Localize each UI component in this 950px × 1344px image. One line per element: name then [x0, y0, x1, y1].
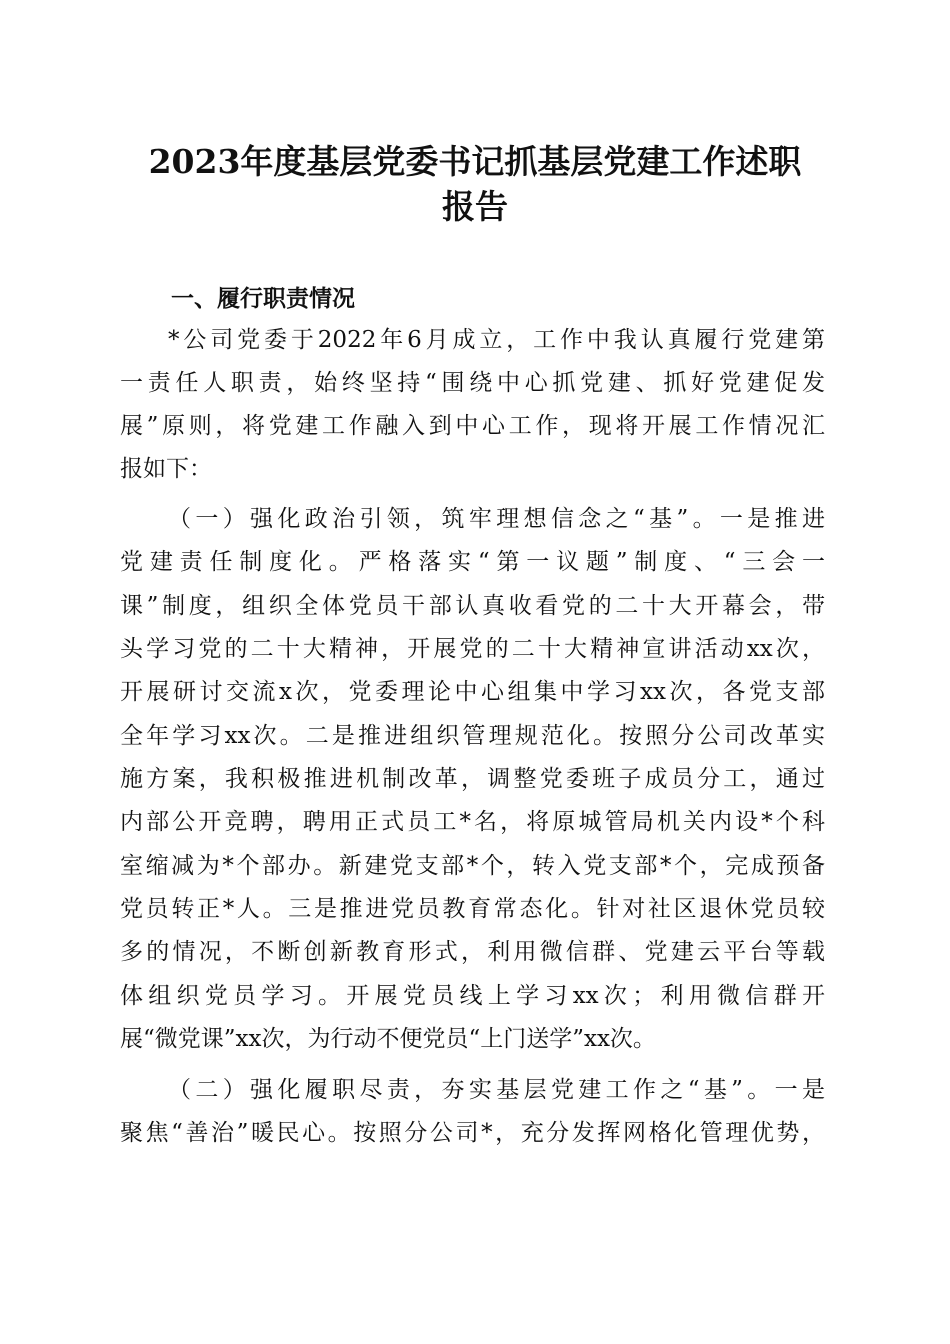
paragraph-line: 室缩减为*个部办。新建党支部*个，转入党支部*个，完成预备 [120, 853, 825, 879]
paragraph-line: 党员转正*人。三是推进党员教育常态化。针对社区退休党员较 [120, 896, 825, 922]
section-heading: 一、履行职责情况 [171, 286, 355, 312]
document-title-line-2: 报告 [442, 187, 508, 226]
paragraph-line: 全年学习xx次。二是推进组织管理规范化。按照分公司改革实 [120, 723, 825, 749]
paragraph-line: 展“微党课”xx次，为行动不便党员“上门送学”xx次。 [120, 1026, 656, 1052]
paragraph-line: （二）强化履职尽责，夯实基层党建工作之“基”。一是 [168, 1077, 825, 1103]
paragraph-line: 展”原则，将党建工作融入到中心工作，现将开展工作情况汇 [120, 413, 825, 439]
paragraph-line: 施方案，我积极推进机制改革，调整党委班子成员分工，通过 [120, 766, 825, 792]
paragraph-line: 聚焦“善治”暖民心。按照分公司*，充分发挥网格化管理优势， [120, 1120, 825, 1146]
paragraph-line: 头学习党的二十大精神，开展党的二十大精神宣讲活动xx次， [120, 636, 825, 662]
paragraph-line: 多的情况，不断创新教育形式，利用微信群、党建云平台等载 [120, 939, 825, 965]
paragraph-line: *公司党委于2022年6月成立，工作中我认真履行党建第 [168, 327, 825, 353]
document-title-line-1: 2023年度基层党委书记抓基层党建工作述职 [148, 142, 802, 181]
paragraph-line: 内部公开竞聘，聘用正式员工*名，将原城管局机关内设*个科 [120, 809, 825, 835]
paragraph-line: 报如下： [120, 456, 212, 482]
paragraph-line: 一责任人职责，始终坚持“围绕中心抓党建、抓好党建促发 [120, 370, 825, 396]
paragraph-line: 开展研讨交流x次，党委理论中心组集中学习xx次，各党支部 [120, 679, 825, 705]
paragraph-line: 课”制度，组织全体党员干部认真收看党的二十大开幕会，带 [120, 593, 825, 619]
paragraph-line: （一）强化政治引领，筑牢理想信念之“基”。一是推进 [168, 506, 825, 532]
paragraph-line: 体组织党员学习。开展党员线上学习xx次；利用微信群开 [120, 983, 825, 1009]
paragraph-line: 党建责任制度化。严格落实“第一议题”制度、“三会一 [120, 549, 825, 575]
